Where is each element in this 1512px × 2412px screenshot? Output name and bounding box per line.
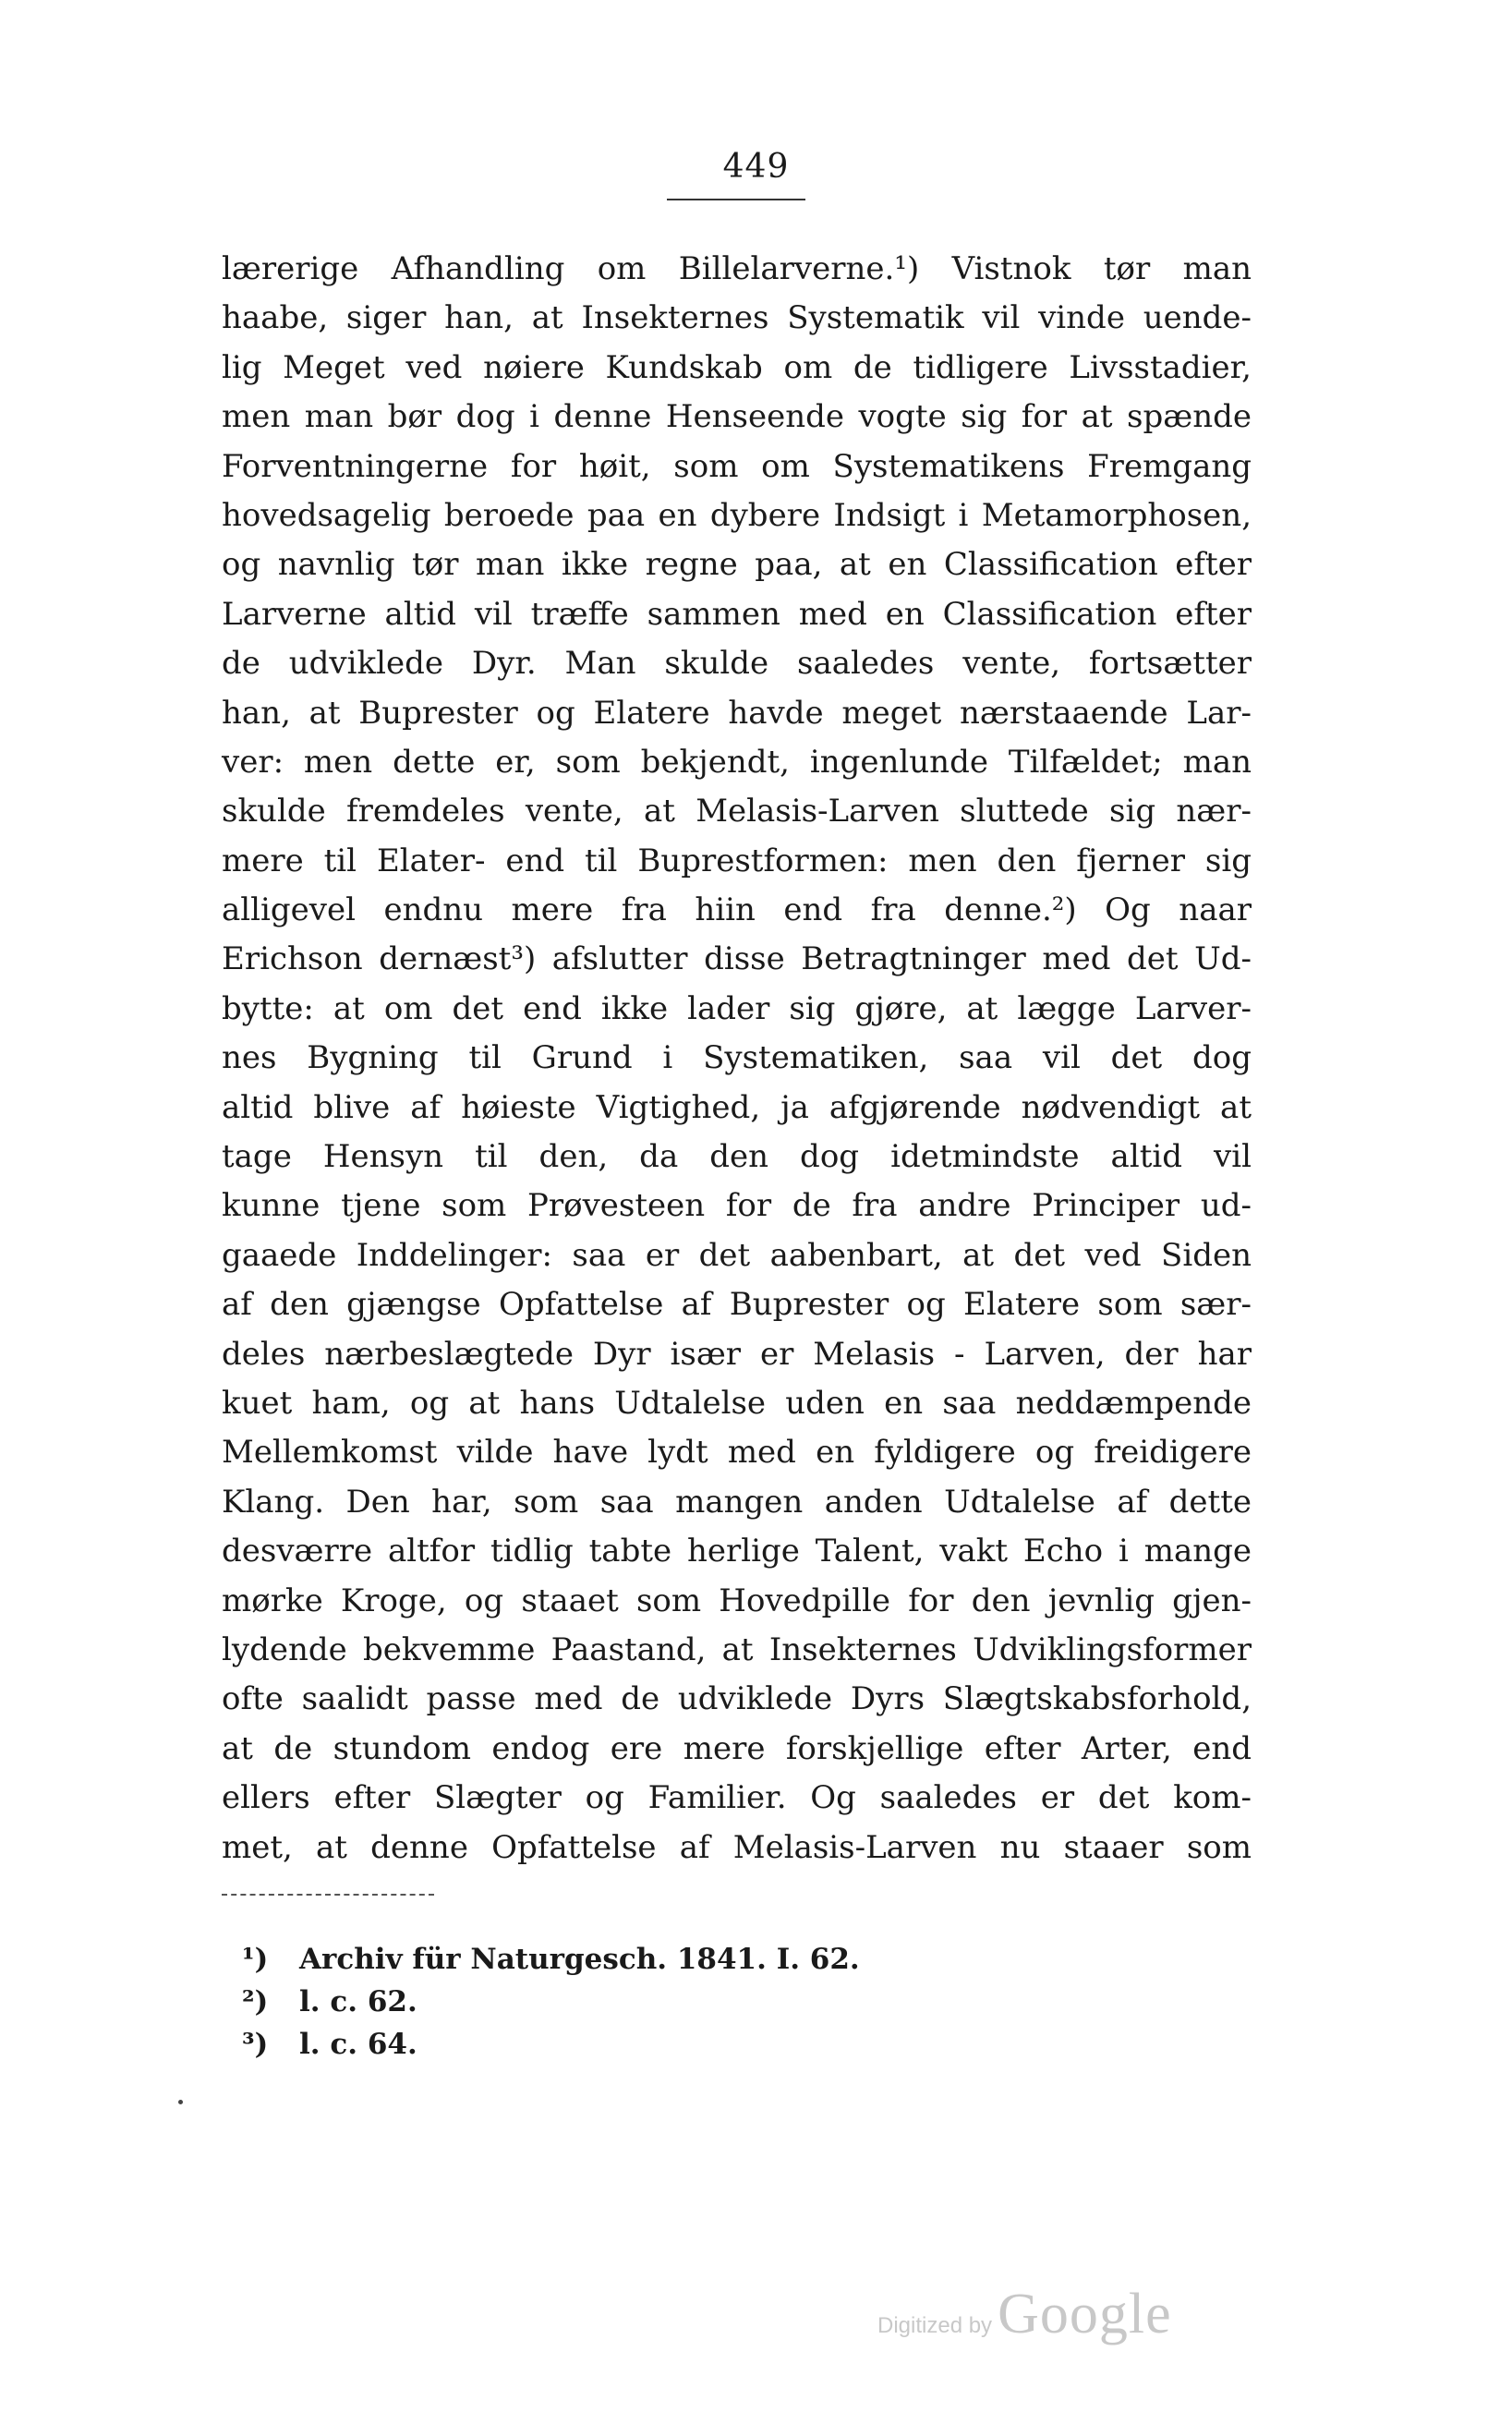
text-line: lig Meget ved nøiere Kundskab om de tidligere Livsstadier, xyxy=(222,348,1252,386)
watermark-brand: Google xyxy=(998,2283,1172,2345)
footnote xyxy=(242,2023,1073,2066)
footnote-text: l. c. 64. xyxy=(299,2028,417,2061)
text-line: kunne tjene som Prøvesteen for de fra andre Principer ud- xyxy=(222,1187,1252,1225)
page-number-rule xyxy=(667,199,805,200)
body-text xyxy=(222,245,1252,1873)
footnote-text: Archiv für Naturgesch. 1841. I. 62. xyxy=(299,1943,860,1976)
footnote-marker: ²) xyxy=(242,1985,269,2018)
text-line: de udviklede Dyr. Man skulde saaledes vente, fortsætter xyxy=(222,645,1252,683)
text-line: lydende bekvemme Paastand, at Insekternes Udviklingsformer xyxy=(222,1630,1252,1668)
text-line: gaaede Inddelinger: saa er det aabenbart, at det ved Siden xyxy=(222,1236,1252,1274)
footnote-marker: ³) xyxy=(242,2028,269,2061)
text-line: ellers efter Slægter og Familier. Og saaledes er det kom- xyxy=(222,1779,1252,1817)
page-number: 449 xyxy=(722,148,790,186)
text-line: altid blive af høieste Vigtighed, ja afgjørende nødvendigt at xyxy=(222,1088,1252,1126)
text-line: Larverne altid vil træffe sammen med en Classification efter xyxy=(222,595,1252,633)
text-line: mere til Elater- end til Buprestformen: men den fjerner sig xyxy=(222,842,1252,879)
text-line: ofte saalidt passe med de udviklede Dyrs Slægtskabsforhold, xyxy=(222,1680,1252,1718)
footnotes xyxy=(242,1938,1073,2066)
text-line: Forventningerne for høit, som om Systematikens Fremgang xyxy=(222,447,1252,485)
text-line: desværre altfor tidlig tabte herlige Talent, vakt Echo i mange xyxy=(222,1533,1252,1570)
text-line: nes Bygning til Grund i Systematiken, saa vil det dog xyxy=(222,1039,1252,1077)
text-line: tage Hensyn til den, da den dog idetmindste altid vil xyxy=(222,1138,1252,1176)
digitized-watermark xyxy=(877,2282,1172,2356)
text-line: ver: men dette er, som bekjendt, ingenlunde Tilfældet; man xyxy=(222,743,1252,781)
text-line: men man bør dog i denne Henseende vogte sig for at spænde xyxy=(222,398,1252,436)
text-line: Erichson dernæst³) afslutter disse Betragtninger med det Ud- xyxy=(222,940,1252,978)
text-line: bytte: at om det end ikke lader sig gjøre, at lægge Larver- xyxy=(222,989,1252,1027)
text-line: af den gjængse Opfattelse af Buprester og Elatere som sær- xyxy=(222,1286,1252,1324)
footnote xyxy=(242,1981,1073,2023)
footnote-separator xyxy=(222,1894,434,1896)
text-line: lærerige Afhandling om Billelarverne.¹) Vistnok tør man xyxy=(222,250,1252,287)
text-line: skulde fremdeles vente, at Melasis-Larven sluttede sig nær- xyxy=(222,793,1252,830)
text-line: met, at denne Opfattelse af Melasis-Larven nu staaer som xyxy=(222,1828,1252,1866)
footnote-text: l. c. 62. xyxy=(299,1985,417,2018)
text-line: Mellemkomst vilde have lydt med en fyldigere og freidigere xyxy=(222,1434,1252,1472)
text-line: hovedsagelig beroede paa en dybere Indsigt i Metamorphosen, xyxy=(222,496,1252,534)
footnote xyxy=(242,1938,1073,1981)
text-line: Klang. Den har, som saa mangen anden Udtalelse af dette xyxy=(222,1483,1252,1521)
text-line: deles nærbeslægtede Dyr især er Melasis - Larven, der har xyxy=(222,1335,1252,1373)
text-line: mørke Kroge, og staaet som Hovedpille for den jevnlig gjen- xyxy=(222,1582,1252,1619)
text-line: og navnlig tør man ikke regne paa, at en Classification efter xyxy=(222,546,1252,584)
footnote-marker: ¹) xyxy=(242,1943,269,1976)
stray-mark xyxy=(178,2100,183,2104)
text-line: han, at Buprester og Elatere havde meget nærstaaende Lar- xyxy=(222,694,1252,732)
watermark-prefix: Digitized by xyxy=(877,2313,993,2338)
text-line: alligevel endnu mere fra hiin end fra denne.²) Og naar xyxy=(222,891,1252,929)
text-line: haabe, siger han, at Insekternes Systematik vil vinde uende- xyxy=(222,299,1252,337)
text-line: kuet ham, og at hans Udtalelse uden en saa neddæmpende xyxy=(222,1384,1252,1422)
text-line: at de stundom endog ere mere forskjellige efter Arter, end xyxy=(222,1729,1252,1767)
